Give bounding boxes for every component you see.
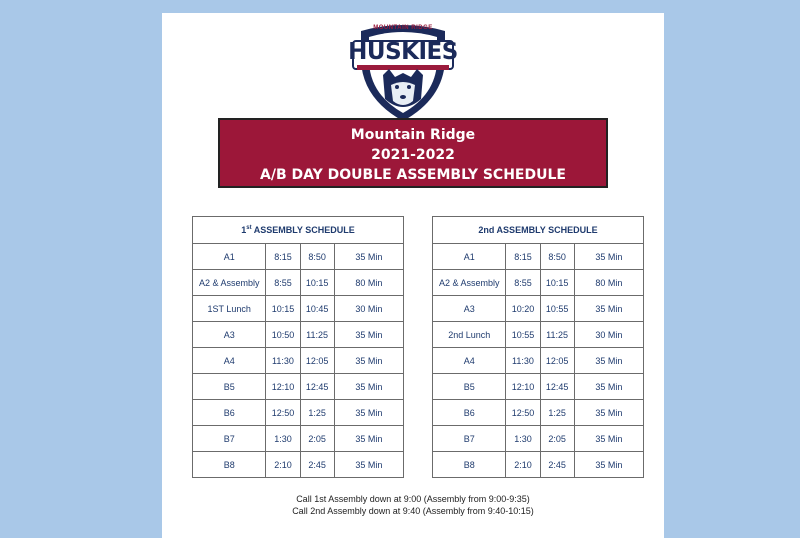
period-cell: 2nd Lunch	[433, 322, 506, 348]
duration-cell: 35 Min	[574, 452, 643, 478]
logo-arc-text: MOUNTAIN RIDGE	[373, 25, 433, 31]
schedule-title: A/B DAY DOUBLE ASSEMBLY SCHEDULE	[260, 167, 566, 183]
period-cell: B5	[433, 374, 506, 400]
end-time-cell: 10:15	[540, 270, 574, 296]
start-time-cell: 11:30	[506, 348, 540, 374]
end-time-cell: 11:25	[300, 322, 334, 348]
start-time-cell: 10:15	[266, 296, 300, 322]
table-row	[433, 348, 644, 374]
table-row	[193, 244, 404, 270]
end-time-cell: 2:05	[540, 426, 574, 452]
end-time-cell: 10:55	[540, 296, 574, 322]
duration-cell: 35 Min	[574, 296, 643, 322]
end-time-cell: 1:25	[300, 400, 334, 426]
table-row	[433, 452, 644, 478]
end-time-cell: 12:45	[540, 374, 574, 400]
duration-cell: 35 Min	[574, 348, 643, 374]
second-assembly-header: 2nd ASSEMBLY SCHEDULE	[433, 217, 644, 244]
first-assembly-header: 1st ASSEMBLY SCHEDULE	[193, 217, 404, 244]
school-year: 2021-2022	[371, 147, 455, 163]
table-row	[193, 348, 404, 374]
duration-cell: 80 Min	[574, 270, 643, 296]
duration-cell: 35 Min	[574, 244, 643, 270]
start-time-cell: 8:55	[266, 270, 300, 296]
duration-cell: 35 Min	[334, 322, 403, 348]
end-time-cell: 8:50	[540, 244, 574, 270]
end-time-cell: 2:45	[300, 452, 334, 478]
start-time-cell: 8:55	[506, 270, 540, 296]
period-cell: 1ST Lunch	[193, 296, 266, 322]
start-time-cell: 12:50	[506, 400, 540, 426]
table-row	[433, 270, 644, 296]
period-cell: B6	[193, 400, 266, 426]
period-cell: A4	[193, 348, 266, 374]
end-time-cell: 11:25	[540, 322, 574, 348]
note-first-assembly: Call 1st Assembly down at 9:00 (Assembly from 9:00-9:35)	[296, 494, 530, 504]
table-row	[433, 296, 644, 322]
period-cell: A4	[433, 348, 506, 374]
table-row	[433, 400, 644, 426]
end-time-cell: 10:15	[300, 270, 334, 296]
table-row	[193, 270, 404, 296]
start-time-cell: 12:50	[266, 400, 300, 426]
end-time-cell: 10:45	[300, 296, 334, 322]
period-cell: B5	[193, 374, 266, 400]
end-time-cell: 12:05	[300, 348, 334, 374]
start-time-cell: 10:20	[506, 296, 540, 322]
start-time-cell: 2:10	[506, 452, 540, 478]
start-time-cell: 10:50	[266, 322, 300, 348]
start-time-cell: 1:30	[266, 426, 300, 452]
table-row	[433, 374, 644, 400]
school-name: Mountain Ridge	[350, 127, 476, 143]
duration-cell: 35 Min	[574, 426, 643, 452]
end-time-cell: 12:45	[300, 374, 334, 400]
period-cell: B8	[193, 452, 266, 478]
table-row	[193, 322, 404, 348]
duration-cell: 35 Min	[574, 400, 643, 426]
end-time-cell: 12:05	[540, 348, 574, 374]
duration-cell: 35 Min	[334, 348, 403, 374]
period-cell: A1	[193, 244, 266, 270]
duration-cell: 35 Min	[574, 374, 643, 400]
period-cell: B8	[433, 452, 506, 478]
start-time-cell: 2:10	[266, 452, 300, 478]
end-time-cell: 1:25	[540, 400, 574, 426]
start-time-cell: 8:15	[506, 244, 540, 270]
table-row	[433, 244, 644, 270]
period-cell: B7	[433, 426, 506, 452]
table-row	[433, 322, 644, 348]
start-time-cell: 1:30	[506, 426, 540, 452]
start-time-cell: 12:10	[266, 374, 300, 400]
period-cell: A1	[433, 244, 506, 270]
period-cell: A3	[193, 322, 266, 348]
table-row	[193, 452, 404, 478]
period-cell: B6	[433, 400, 506, 426]
end-time-cell: 2:05	[300, 426, 334, 452]
logo-wordmark: HUSKIES	[348, 39, 458, 65]
start-time-cell: 8:15	[266, 244, 300, 270]
end-time-cell: 8:50	[300, 244, 334, 270]
second-assembly-table	[432, 216, 644, 478]
table-row	[193, 296, 404, 322]
title-banner	[218, 118, 608, 188]
period-cell: B7	[193, 426, 266, 452]
start-time-cell: 11:30	[266, 348, 300, 374]
huskies-logo	[347, 21, 467, 125]
start-time-cell: 12:10	[506, 374, 540, 400]
first-assembly-table	[192, 216, 404, 478]
duration-cell: 80 Min	[334, 270, 403, 296]
husky-shield-icon	[347, 21, 467, 125]
start-time-cell: 10:55	[506, 322, 540, 348]
period-cell: A2 & Assembly	[193, 270, 266, 296]
table-row	[193, 400, 404, 426]
duration-cell: 35 Min	[334, 400, 403, 426]
period-cell: A2 & Assembly	[433, 270, 506, 296]
duration-cell: 35 Min	[334, 374, 403, 400]
duration-cell: 35 Min	[334, 426, 403, 452]
duration-cell: 30 Min	[574, 322, 643, 348]
note-second-assembly: Call 2nd Assembly down at 9:40 (Assembly from 9:40-10:15)	[292, 506, 534, 516]
table-row	[193, 426, 404, 452]
table-row	[433, 426, 644, 452]
schedule-document	[162, 13, 664, 538]
duration-cell: 30 Min	[334, 296, 403, 322]
duration-cell: 35 Min	[334, 244, 403, 270]
end-time-cell: 2:45	[540, 452, 574, 478]
table-row	[193, 374, 404, 400]
period-cell: A3	[433, 296, 506, 322]
duration-cell: 35 Min	[334, 452, 403, 478]
